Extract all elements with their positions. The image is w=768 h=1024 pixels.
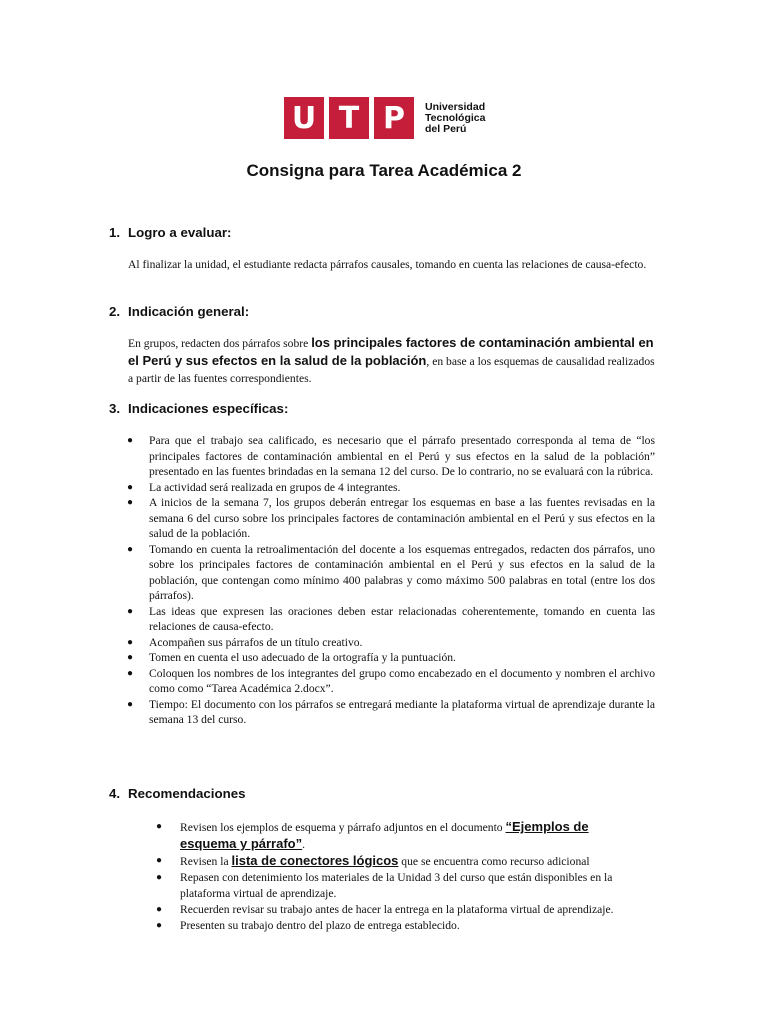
page-title: Consigna para Tarea Académica 2 [246,161,522,180]
list-item-text: Las ideas que expresen las oraciones deben estar relacionadas coherentemente, tomando en cuenta las relaciones de causa-efecto. [149,604,655,633]
bullet-icon: ● [127,543,134,555]
list-item-text: Revisen la [180,855,232,868]
section-title: Indicación general: [128,304,250,319]
text-run: que se encuentra como recurso adicional [398,855,590,868]
list-item [156,819,630,853]
list-item [127,542,655,604]
list-item [127,666,655,697]
bullet-icon: ● [156,872,163,883]
list-item-text: Tomen en cuenta el uso adecuado de la ortografía y la puntuación. [149,651,456,664]
section-title: Indicaciones específicas: [128,401,289,416]
list-item [156,902,630,918]
section-heading-indicacion-general [109,304,249,319]
bullet-icon: ● [156,821,163,832]
ejemplos-document-link[interactable]: “Ejemplos de esquema y párrafo” [180,819,589,851]
list-item-text: Coloquen los nombres de los integrantes del grupo como encabezado en el documento y nombren el archivo como como “Tarea Académica 2.docx”. [149,666,655,695]
list-item [156,918,630,934]
list-item-text: Repasen con detenimiento los materiales de la Unidad 3 del curso que están disponibles en la plataforma virtual de aprendizaje. [180,871,613,900]
list-item [127,635,655,651]
list-item-text: Tiempo: El documento con los párrafos se entregará mediante la plataforma virtual de aprendizaje durante la semana 13 del curso. [149,697,655,726]
bullet-icon: ● [127,667,134,679]
list-item-text: A inicios de la semana 7, los grupos deberán entregar los esquemas en base a las fuentes revisadas en la semana 6 del curso sobre los principales factores de contaminación ambiental en el Perú y sus efectos en la salud de la población. [149,496,655,540]
utp-logo [284,97,485,139]
specific-instructions-list [127,433,655,728]
list-item [156,853,630,870]
bullet-icon: ● [156,904,163,915]
bullet-icon: ● [156,855,163,866]
list-item [127,697,655,728]
text-run: , en base a los esquemas de causalidad realizados a partir de las fuentes correspondientes. [128,355,655,385]
recommendations-list [156,819,630,934]
bullet-icon: ● [156,920,163,931]
section-number: 2. [109,304,121,319]
section-heading-recomendaciones [109,786,246,801]
bullet-icon: ● [127,652,134,663]
bullet-icon: ● [127,605,134,617]
list-item [127,650,655,666]
highlighted-topic: los principales factores de contaminación ambiental en el Perú y sus efectos en la salud de la población [128,335,654,368]
list-item-text: Tomando en cuenta la retroalimentación del docente a los esquemas entregados, redacten dos párrafos, uno sobre los principales factores de contaminación ambiental en el Perú y sus efectos en la salud de la población, que contengan como mínimo 400 palabras y como máximo 500 palabras en total (entre los dos párrafos). [149,542,655,602]
section-heading-logro [109,225,231,240]
bullet-icon: ● [127,698,134,710]
logo-letter: U [284,97,324,139]
logo-letters [284,97,414,139]
section-text-indicacion-general [128,334,658,387]
list-item-text: Revisen los ejemplos de esquema y párrafo adjuntos en el documento [180,821,506,834]
list-item [156,870,630,902]
section-title: Recomendaciones [128,786,246,801]
bullet-icon: ● [127,481,134,493]
list-item-text: Presenten su trabajo dentro del plazo de entrega establecido. [180,919,460,932]
text-run: En grupos, redacten dos párrafos sobre [128,337,312,350]
text-run: . [302,838,306,851]
list-item [127,604,655,635]
bullet-icon: ● [127,636,134,648]
bullet-icon: ● [127,497,134,508]
section-number: 1. [109,225,121,240]
logo-letter: T [329,97,369,139]
section-number: 3. [109,401,121,416]
logo-letter: P [374,97,414,139]
logo-text-line: del Perú [425,122,467,135]
section-text-logro: Al finalizar la unidad, el estudiante redacta párrafos causales, tomando en cuenta las relaciones de causa-efecto. [128,258,647,271]
logo-text-line: Universidad [425,100,486,113]
list-item-text: La actividad será realizada en grupos de 4 integrantes. [149,480,401,494]
section-heading-indicaciones-especificas [109,401,288,416]
list-item-text: Acompañen sus párrafos de un título creativo. [149,635,363,649]
logo-institution-name [425,102,485,135]
conectores-logicos-link[interactable]: lista de conectores lógicos [231,853,399,868]
logo-text-line: Tecnológica [425,111,486,124]
list-item [127,433,655,480]
list-item-text: Recuerden revisar su trabajo antes de hacer la entrega en la plataforma virtual de aprendizaje. [180,903,614,916]
section-number: 4. [109,786,121,801]
list-item [127,480,655,496]
list-item [127,495,655,542]
list-item-text: Para que el trabajo sea calificado, es necesario que el párrafo presentado corresponda al tema de “los principales factores de contaminación ambiental en el Perú y sus efectos en la salud de la población” presentado en las fuentes brindadas en la semana 12 del curso. De lo contrario, no se evaluará con la rúbrica. [149,434,655,478]
section-title: Logro a evaluar: [128,225,232,240]
bullet-icon: ● [127,435,134,446]
